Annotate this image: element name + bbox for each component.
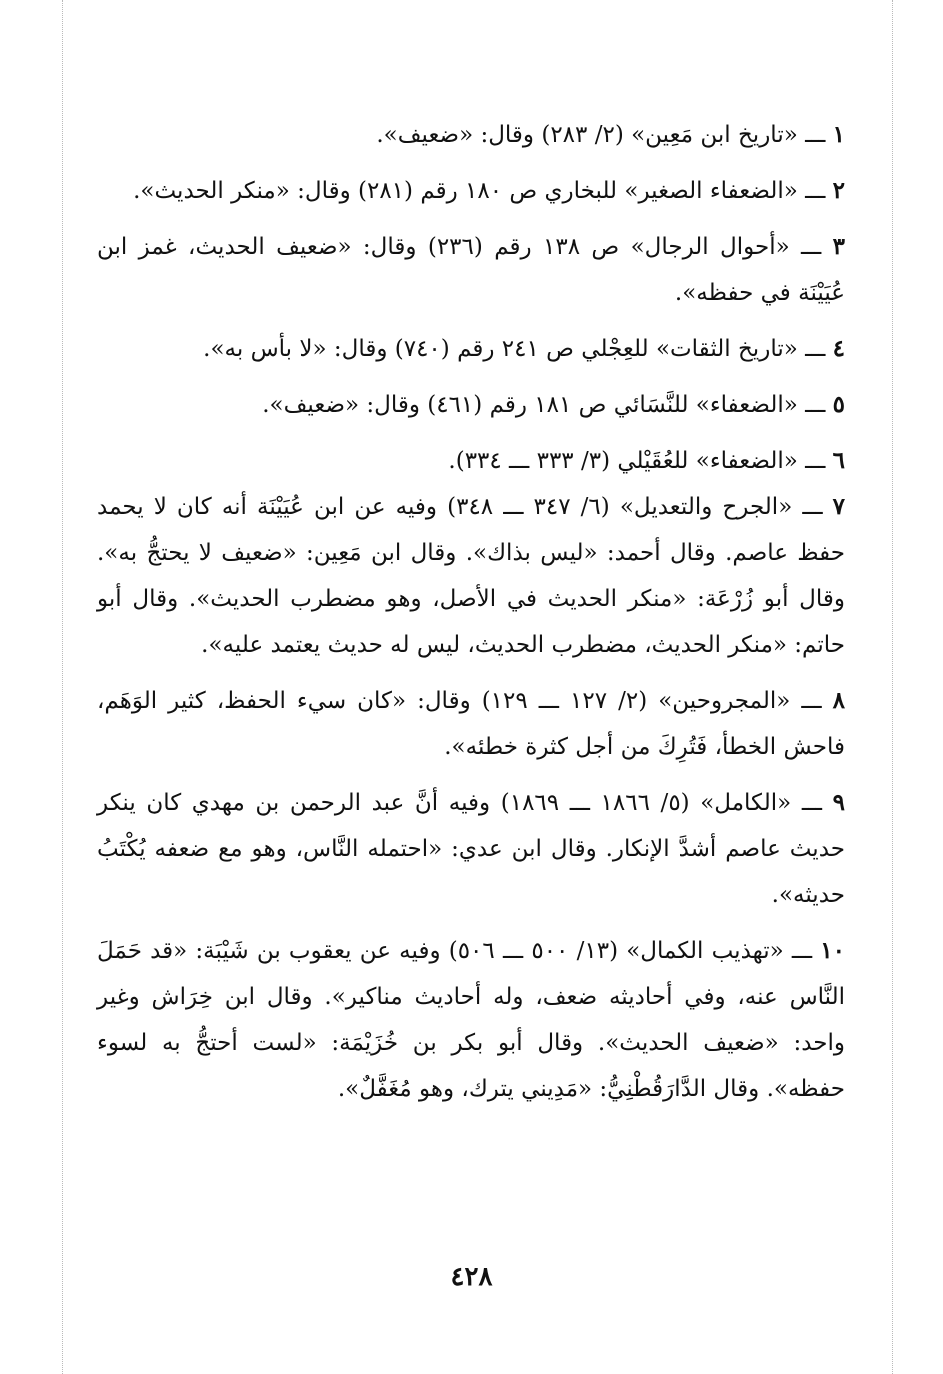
footnote-number: ١ <box>832 121 845 148</box>
footnote-text: ـــ «الضعفاء» للنَّسَائي ص ١٨١ رقم (٤٦١) وقال: «ضعيف». <box>262 392 826 418</box>
footnote-text: ـــ «أحوال الرجال» ص ١٣٨ رقم (٢٣٦) وقال: «ضعيف الحديث، غمز ابن عُيَيْنَة في حفظه». <box>97 234 845 306</box>
footnote-text: ـــ «الكامل» (٥/ ١٨٦٦ ـــ ١٨٦٩) وفيه أنَّ عبد الرحمن بن مهدي كان ينكر حديث عاصم أشدَّ الإنكار. وقال ابن عدي: «احتمله النَّاس، وهو مع ضعفه يُكْتَبُ حديثه». <box>97 790 845 908</box>
footnote-text: ـــ «تهذيب الكمال» (١٣/ ٥٠٠ ـــ ٥٠٦) وفيه عن يعقوب بن شَيْبَة: «قد حَمَلَ النَّاس عنه، وفي أحاديثه ضعف، وله أحاديث مناكير». وقال ابن خِرَاش وغير واحد: «ضعيف الحديث». وقال أبو بكر بن خُزَيْمَة: «لست أحتجُّ به لسوء حفظه». وقال الدَّارَقُطْنِيُّ: «مَدِيني يترك، وهو مُغَفَّلٌ». <box>97 938 845 1102</box>
footnote-4 <box>97 326 845 372</box>
footnote-number: ١٠ <box>820 937 846 964</box>
footnote-10 <box>97 928 845 1112</box>
footnote-6 <box>97 438 845 484</box>
footnote-7 <box>97 484 845 668</box>
footnote-text: ـــ «الجرح والتعديل» (٦/ ٣٤٧ ـــ ٣٤٨) وفيه عن ابن عُيَيْنَة أنه كان لا يحمد حفظ عاصم. وقال أحمد: «ليس بذاك». وقال ابن مَعِين: «ضعيف لا يحتجُّ به». وقال أبو زُرْعَة: «منكر الحديث في الأصل، وهو مضطرب الحديث». وقال أبو حاتم: «منكر الحديث، مضطرب الحديث، ليس له حديث يعتمد عليه». <box>97 494 845 658</box>
footnote-text: ـــ «الضعفاء» للعُقَيْلي (٣/ ٣٣٣ ـــ ٣٣٤). <box>448 448 826 474</box>
footnote-number: ٣ <box>832 233 845 260</box>
footnote-number: ٩ <box>832 789 845 816</box>
footnote-3 <box>97 224 845 316</box>
footnote-text: ـــ «المجروحين» (٢/ ١٢٧ ـــ ١٢٩) وقال: «كان سيء الحفظ، كثير الوَهَم، فاحش الخطأ، فَتُرِكَ من أجل كثرة خطئه». <box>97 688 845 760</box>
footnote-8 <box>97 678 845 770</box>
footnote-9 <box>97 780 845 918</box>
footnote-number: ٨ <box>832 687 845 714</box>
footnote-number: ٦ <box>832 447 845 474</box>
footnotes-block <box>97 112 845 1112</box>
footnote-number: ٧ <box>832 493 845 520</box>
footnote-number: ٤ <box>832 335 845 362</box>
footnote-number: ٥ <box>832 391 845 418</box>
footnote-2 <box>97 168 845 214</box>
footnote-1 <box>97 112 845 158</box>
left-margin-guide <box>62 0 63 1374</box>
right-margin-guide <box>892 0 893 1374</box>
footnote-text: ـــ «تاريخ الثقات» للعِجْلي ص ٢٤١ رقم (٧٤٠) وقال: «لا بأس به». <box>203 336 826 362</box>
page-number: ٤٢٨ <box>450 1262 493 1292</box>
footnote-number: ٢ <box>832 177 845 204</box>
footnote-text: ـــ «تاريخ ابن مَعِين» (٢/ ٢٨٣) وقال: «ضعيف». <box>376 122 826 148</box>
footnote-5 <box>97 382 845 428</box>
footnote-text: ـــ «الضعفاء الصغير» للبخاري ص ١٨٠ رقم (٢٨١) وقال: «منكر الحديث». <box>133 178 826 204</box>
